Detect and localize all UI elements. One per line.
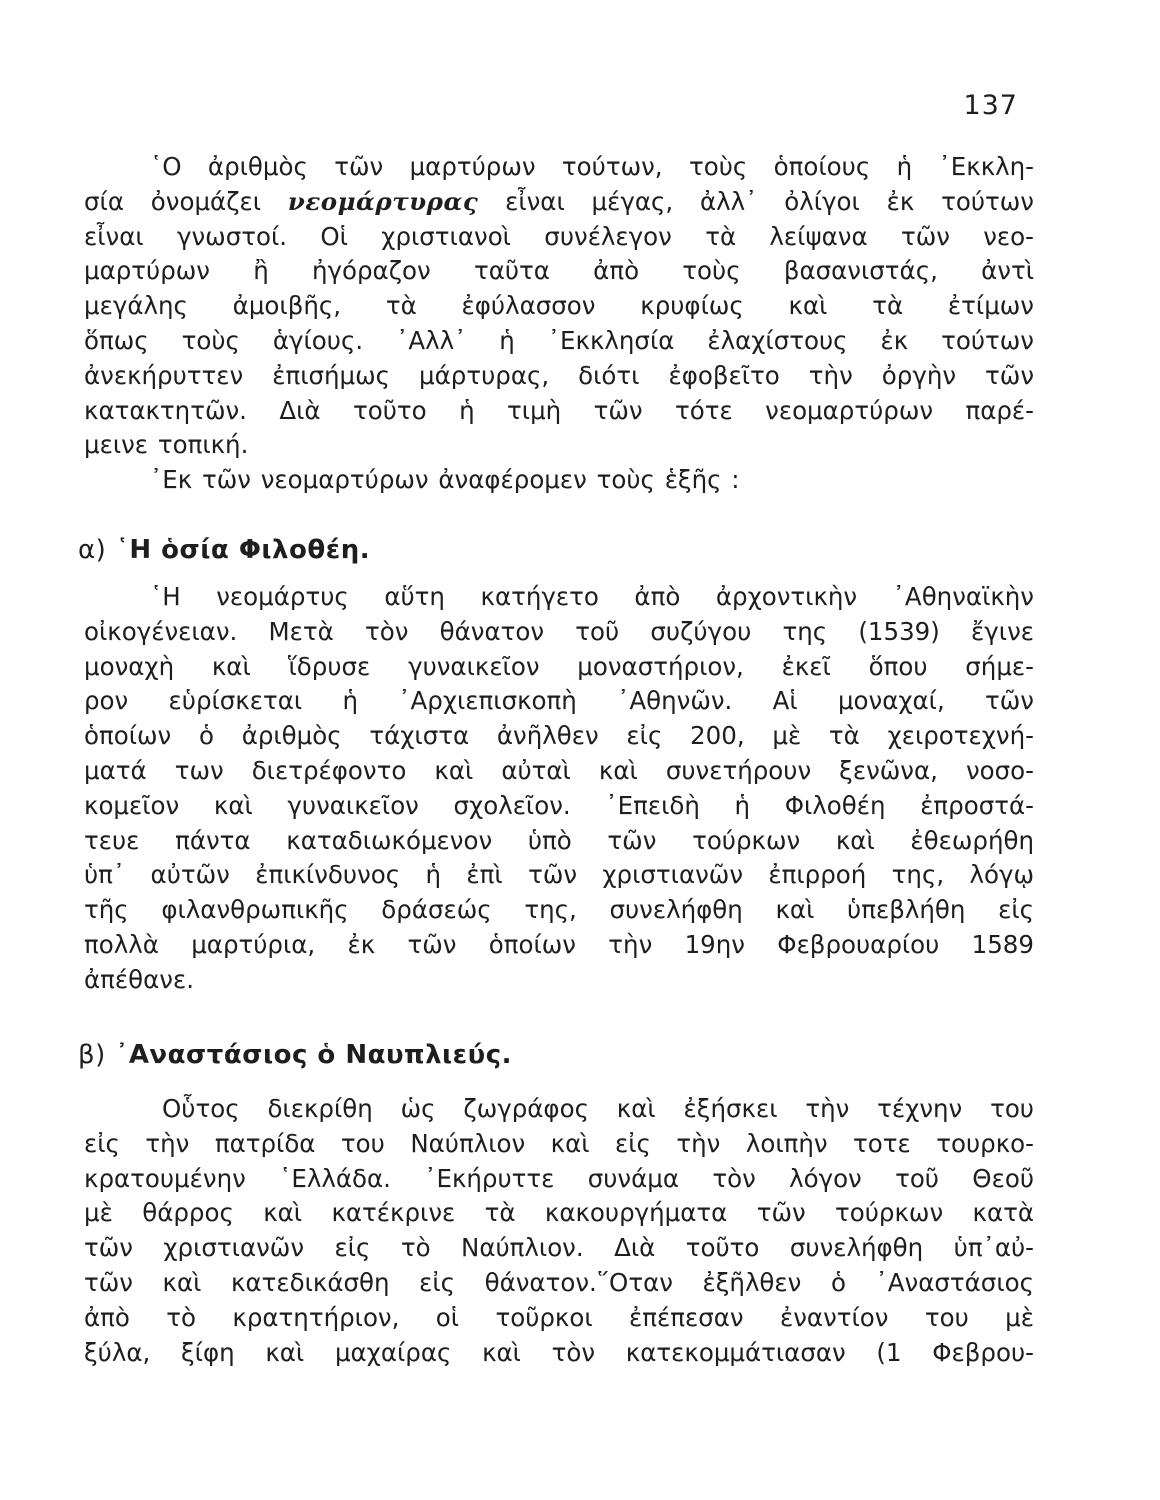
text-line: τῶν καὶ κατεδικάσθη εἰς θάνατον.῞Οταν ἐξῆλθεν ὁ ᾿Αναστάσιος <box>84 1267 1034 1297</box>
text-line: εἶναι γνωστοί. Οἱ χριστιανοὶ συνέλεγον τὰ λείψανα τῶν νεο- <box>84 221 1034 251</box>
text-line: κομεῖον καὶ γυναικεῖον σχολεῖον. ᾿Επειδὴ ἡ Φιλοθέη ἐπροστά- <box>84 790 1034 820</box>
section-label: β) <box>78 1040 106 1070</box>
text-line: τῶν χριστιανῶν εἰς τὸ Ναύπλιον. Διὰ τοῦτο συνελήφθη ὑπ᾿αὐ- <box>84 1233 1034 1263</box>
text-line: μοναχὴ καὶ ἵδρυσε γυναικεῖον μοναστήριον, ἐκεῖ ὅπου σήμε- <box>84 651 1034 681</box>
text-line: ὅπως τοὺς ἁγίους. ᾿Αλλ᾿ ἡ ᾿Εκκλησία ἐλαχίστους ἐκ τούτων <box>84 325 1034 355</box>
text-line: τῆς φιλανθρωπικῆς δράσεώς της, συνελήφθη καὶ ὑπεβλήθη εἰς <box>84 895 1034 925</box>
emphasized-term: νεομάρτυρας <box>287 186 479 216</box>
text-line: ὑπ᾿ αὐτῶν ἐπικίνδυνος ἡ ἐπὶ τῶν χριστιανῶν ἐπιρροή της, λόγῳ <box>84 860 1034 890</box>
text-line: ῾Η νεομάρτυς αὕτη κατήγετο ἀπὸ ἀρχοντικὴν ᾿Αθηναϊκὴν <box>150 582 1034 611</box>
section-heading-b <box>78 1040 512 1070</box>
text-line: ἀνεκήρυττεν ἐπισήμως μάρτυρας, διότι ἐφοβεῖτο τὴν ὀργὴν τῶν <box>84 360 1034 390</box>
text-line: κατακτητῶν. Διὰ τοῦτο ἡ τιμὴ τῶν τότε νεομαρτύρων παρέ- <box>84 395 1034 425</box>
section-title: ᾿Αναστάσιος ὁ Ναυπλιεύς. <box>115 1040 512 1070</box>
text-line: ἀπὸ τὸ κρατητήριον, οἱ τοῦρκοι ἐπέπεσαν ἐναντίον του μὲ <box>84 1302 1034 1332</box>
section-title: ῾Η ὁσία Φιλοθέη. <box>115 535 371 565</box>
text-line: σία ὀνομάζει νεομάρτυρας εἶναι μέγας, ἀλλ᾿ ὀλίγοι ἐκ τούτων <box>84 186 1034 216</box>
intro-paragraph <box>84 150 1034 498</box>
text-line: Οὗτος διεκρίθη ὡς ζωγράφος καὶ ἐξήσκει τὴν τέχνην του <box>162 1094 1034 1123</box>
text-line: ἀπέθανε. <box>84 964 194 994</box>
text-line: ρον εὑρίσκεται ἡ ᾿Αρχιεπισκοπὴ ᾿Αθηνῶν. Αἱ μοναχαί, τῶν <box>84 686 1034 716</box>
text-line: μεινε τοπική. <box>84 430 249 460</box>
section-b-paragraph <box>84 1092 1034 1370</box>
text-line: τευε πάντα καταδιωκόμενον ὑπὸ τῶν τούρκων καὶ ἐθεωρήθη <box>84 825 1034 855</box>
text-line: μεγάλης ἀμοιβῆς, τὰ ἐφύλασσον κρυφίως καὶ τὰ ἐτίμων <box>84 291 1034 321</box>
section-heading-a <box>78 535 370 565</box>
page-number: 137 <box>963 90 1018 121</box>
text-line: εἰς τὴν πατρίδα του Ναύπλιον καὶ εἰς τὴν λοιπὴν τοτε τουρκο- <box>84 1128 1034 1158</box>
text-line: ματά των διετρέφοντο καὶ αὐταὶ καὶ συνετήρουν ξενῶνα, νοσο- <box>84 755 1034 785</box>
section-label: α) <box>78 535 107 565</box>
text-line: ῾Ο ἀριθμὸς τῶν μαρτύρων τούτων, τοὺς ὁποίους ἡ ᾿Εκκλη- <box>150 152 1034 181</box>
text-line: πολλὰ μαρτύρια, ἐκ τῶν ὁποίων τὴν 19ην Φεβρουαρίου 1589 <box>84 929 1034 959</box>
text-line: ὁποίων ὁ ἀριθμὸς τάχιστα ἀνῆλθεν εἰς 200, μὲ τὰ χειροτεχνή- <box>84 721 1034 751</box>
text-line: κρατουμένην ῾Ελλάδα. ᾿Εκήρυττε συνάμα τὸν λόγον τοῦ Θεοῦ <box>84 1163 1034 1193</box>
section-a-paragraph <box>84 580 1034 998</box>
text-line: μαρτύρων ἢ ἠγόραζον ταῦτα ἀπὸ τοὺς βασανιστάς, ἀντὶ <box>84 256 1034 286</box>
text-line: οἰκογένειαν. Μετὰ τὸν θάνατον τοῦ συζύγου της (1539) ἔγινε <box>84 616 1034 646</box>
text-line: μὲ θάρρος καὶ κατέκρινε τὰ κακουργήματα τῶν τούρκων κατὰ <box>84 1198 1034 1228</box>
text-line: ᾿Εκ τῶν νεομαρτύρων ἀναφέρομεν τοὺς ἑξῆς : <box>150 465 740 495</box>
text-line: ξύλα, ξίφη καὶ μαχαίρας καὶ τὸν κατεκομμάτιασαν (1 Φεβρου- <box>84 1337 1034 1367</box>
